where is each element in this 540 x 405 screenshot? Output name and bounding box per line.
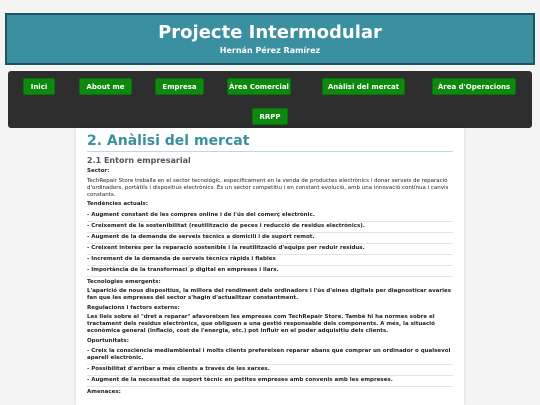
main-nav	[8, 71, 532, 128]
nav-about-button[interactable]: About me	[79, 78, 132, 95]
list-item: - Augment constant de les compres online i de l'ús del comerç electrònic.	[87, 211, 453, 222]
trends-label: Tendències actuals:	[87, 201, 148, 207]
page-header	[5, 13, 535, 65]
list-item: - Augment de la necessitat de suport tècnic en petites empreses amb convenis amb les empreses.	[87, 376, 453, 387]
list-item: - Creixement de la sostenibilitat (reutilització de peces i reducció de residus electrònics).	[87, 222, 453, 233]
nav-empresa-button[interactable]: Empresa	[155, 78, 204, 95]
threats-label: Amenaces:	[87, 389, 121, 395]
law-label: Regulacions i factors externs:	[87, 304, 180, 311]
heading-divider	[87, 151, 453, 152]
law-text: Les lleis sobre el "dret a reparar" afavoreixen les empreses com TechRepair Store. També hi ha normes sobre el tractament dels residus electrònics, que obliguen a una gestió responsable dels components. A més, la situació econòmica general (inflació, cost de l'energia, etc.) pot influir en el poder adquisitiu dels clients.	[87, 314, 435, 334]
author-name: Hernán Pérez Ramírez	[219, 46, 321, 55]
main-content	[76, 128, 464, 405]
list-item: - Augment de la demanda de serveis tècnics a domicili i de suport remot.	[87, 233, 453, 244]
list-item: - Creix la consciència mediambiental i molts clients prefereixen reparar abans que comprar un ordinador o qualsevol aparell electrònic.	[87, 347, 453, 365]
list-item: - Importància de la transformaci´p digital en empreses i llars.	[87, 266, 453, 277]
page-heading: 2. Anàlisi del mercat	[87, 133, 250, 149]
sector-text: TechRepair Store treballa en el sector tecnològic, especificament en la venda de productes electrònics i donar serveis de reparació d'ordinadors, portàtils i dispositius electrònics. És un sector competitiu i en constant evolució, amb una innovació contínua i canvis constants.	[87, 177, 449, 198]
list-item: - Creixent interès per la reparació sostenible i la reutilització d'equips per reduir residus.	[87, 244, 453, 255]
sector-label: Sector:	[87, 168, 110, 174]
section-heading: 2.1 Entorn empresarial	[87, 156, 191, 165]
site-title: Projecte Intermodular	[158, 22, 382, 43]
tech-text: L'aparició de nous dispositius, la millora del rendiment dels ordinadors i l'ús d'eines digitals per diagnosticar avaries fan que les empreses del sector s'hagin d'actualitzar constantment.	[87, 288, 451, 301]
nav-inici-button[interactable]: Inici	[23, 78, 55, 95]
tech-label: Tecnologies emergents:	[87, 278, 161, 285]
nav-rrpp-button[interactable]: RRPP	[252, 108, 288, 125]
list-item: - Possibilitat d'arribar a més clients a través de les xarxes.	[87, 365, 453, 376]
list-item: - Increment de la demanda de serveis tècnics ràpids i fiables	[87, 255, 453, 266]
opportunities-label: Oportunitats:	[87, 337, 129, 344]
nav-comercial-button[interactable]: Àrea Comercial	[227, 78, 291, 95]
nav-operacions-button[interactable]: Àrea d'Operacions	[432, 78, 516, 95]
nav-analisi-button[interactable]: Anàlisi del mercat	[322, 78, 405, 95]
